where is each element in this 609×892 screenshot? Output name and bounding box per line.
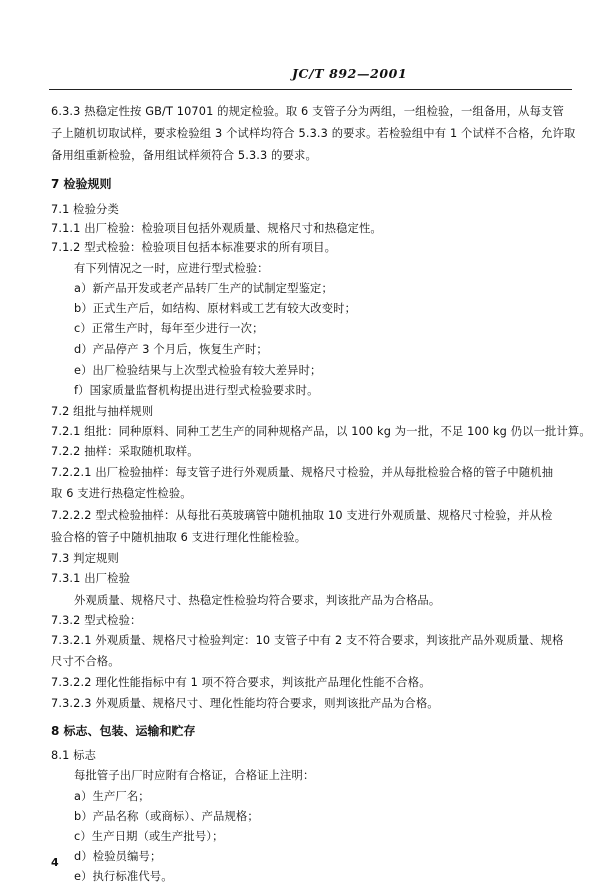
clause-7-2-2-1-line-1: 7.2.2.1 出厂检验抽样：每支管子进行外观质量、规格尺寸检验，并从每批检验合格的管子中随机抽 xyxy=(51,466,554,479)
list-item: a）新产品开发或老产品转厂生产的试制定型鉴定； xyxy=(74,282,333,295)
clause-6-3-3-line-3: 备用组重新检验，备用组试样须符合 5.3.3 的要求。 xyxy=(51,149,317,162)
clause-8-1: 8.1 标志 xyxy=(51,749,97,762)
clause-7-3-2-1-line-1: 7.3.2.1 外观质量、规格尺寸检验判定：10 支管子中有 2 支不符合要求，判该批产品外观质量、规格 xyxy=(51,634,564,647)
section-7-heading: 7 检验规则 xyxy=(51,177,112,191)
clause-7-3-2: 7.3.2 型式检验： xyxy=(51,614,142,627)
clause-7-2: 7.2 组批与抽样规则 xyxy=(51,405,154,418)
clause-7-3-2-3: 7.3.2.3 外观质量、规格尺寸、理化性能均符合要求，则判该批产品为合格。 xyxy=(51,697,439,710)
list-item: d）产品停产 3 个月后，恢复生产时； xyxy=(74,343,268,356)
header-rule xyxy=(49,89,572,90)
marking-intro: 每批管子出厂时应附有合格证，合格证上注明： xyxy=(74,769,315,782)
list-item: e）出厂检验结果与上次型式检验有较大差异时； xyxy=(74,364,322,377)
standard-code-header: JC/T 892—2001 xyxy=(292,66,408,81)
list-item: b）正式生产后，如结构、原材料或工艺有较大改变时； xyxy=(74,302,357,315)
type-test-intro: 有下列情况之一时，应进行型式检验： xyxy=(74,262,269,275)
list-item: e）执行标准代号。 xyxy=(74,870,173,883)
clause-7-2-1: 7.2.1 组批：同种原料、同种工艺生产的同种规格产品，以 100 kg 为一批，不足 100 kg 仍以一批计算。 xyxy=(51,425,591,438)
page-number: 4 xyxy=(51,856,59,869)
list-item: d）检验员编号； xyxy=(74,850,162,863)
list-item: a）生产厂名； xyxy=(74,790,150,803)
clause-6-3-3-line-1: 6.3.3 热稳定性按 GB/T 10701 的规定检验。取 6 支管子分为两组，一组检验，一组备用，从每支管 xyxy=(51,105,564,118)
clause-7-2-2: 7.2.2 抽样：采取随机取样。 xyxy=(51,445,199,458)
clause-7-3-2-1-line-2: 尺寸不合格。 xyxy=(51,655,120,668)
clause-7-3-1: 7.3.1 出厂检验 xyxy=(51,572,131,585)
clause-7-2-2-2-line-1: 7.2.2.2 型式检验抽样：从每批石英玻璃管中随机抽取 10 支进行外观质量、规格尺寸检验，并从检 xyxy=(51,509,553,522)
clause-6-3-3-line-2: 子上随机切取试样，要求检验组 3 个试样均符合 5.3.3 的要求。若检验组中有 1 个试样不合格，允许取 xyxy=(51,127,576,140)
clause-7-3-1-text: 外观质量、规格尺寸、热稳定性检验均符合要求，判该批产品为合格品。 xyxy=(74,594,441,607)
list-item: c）生产日期（或生产批号）； xyxy=(74,830,224,843)
clause-7-1-2: 7.1.2 型式检验：检验项目包括本标准要求的所有项目。 xyxy=(51,241,337,254)
clause-7-1: 7.1 检验分类 xyxy=(51,203,119,216)
clause-7-3: 7.3 判定规则 xyxy=(51,552,119,565)
clause-7-3-2-2: 7.3.2.2 理化性能指标中有 1 项不符合要求，判该批产品理化性能不合格。 xyxy=(51,676,431,689)
clause-7-1-1: 7.1.1 出厂检验：检验项目包括外观质量、规格尺寸和热稳定性。 xyxy=(51,222,382,235)
clause-7-2-2-1-line-2: 取 6 支进行热稳定性检验。 xyxy=(51,487,192,500)
clause-7-2-2-2-line-2: 验合格的管子中随机抽取 6 支进行理化性能检验。 xyxy=(51,531,307,544)
list-item: b）产品名称（或商标）、产品规格； xyxy=(74,810,259,823)
section-8-heading: 8 标志、包装、运输和贮存 xyxy=(51,724,196,738)
list-item: f）国家质量监督机构提出进行型式检验要求时。 xyxy=(74,384,319,397)
list-item: c）正常生产时，每年至少进行一次； xyxy=(74,322,264,335)
